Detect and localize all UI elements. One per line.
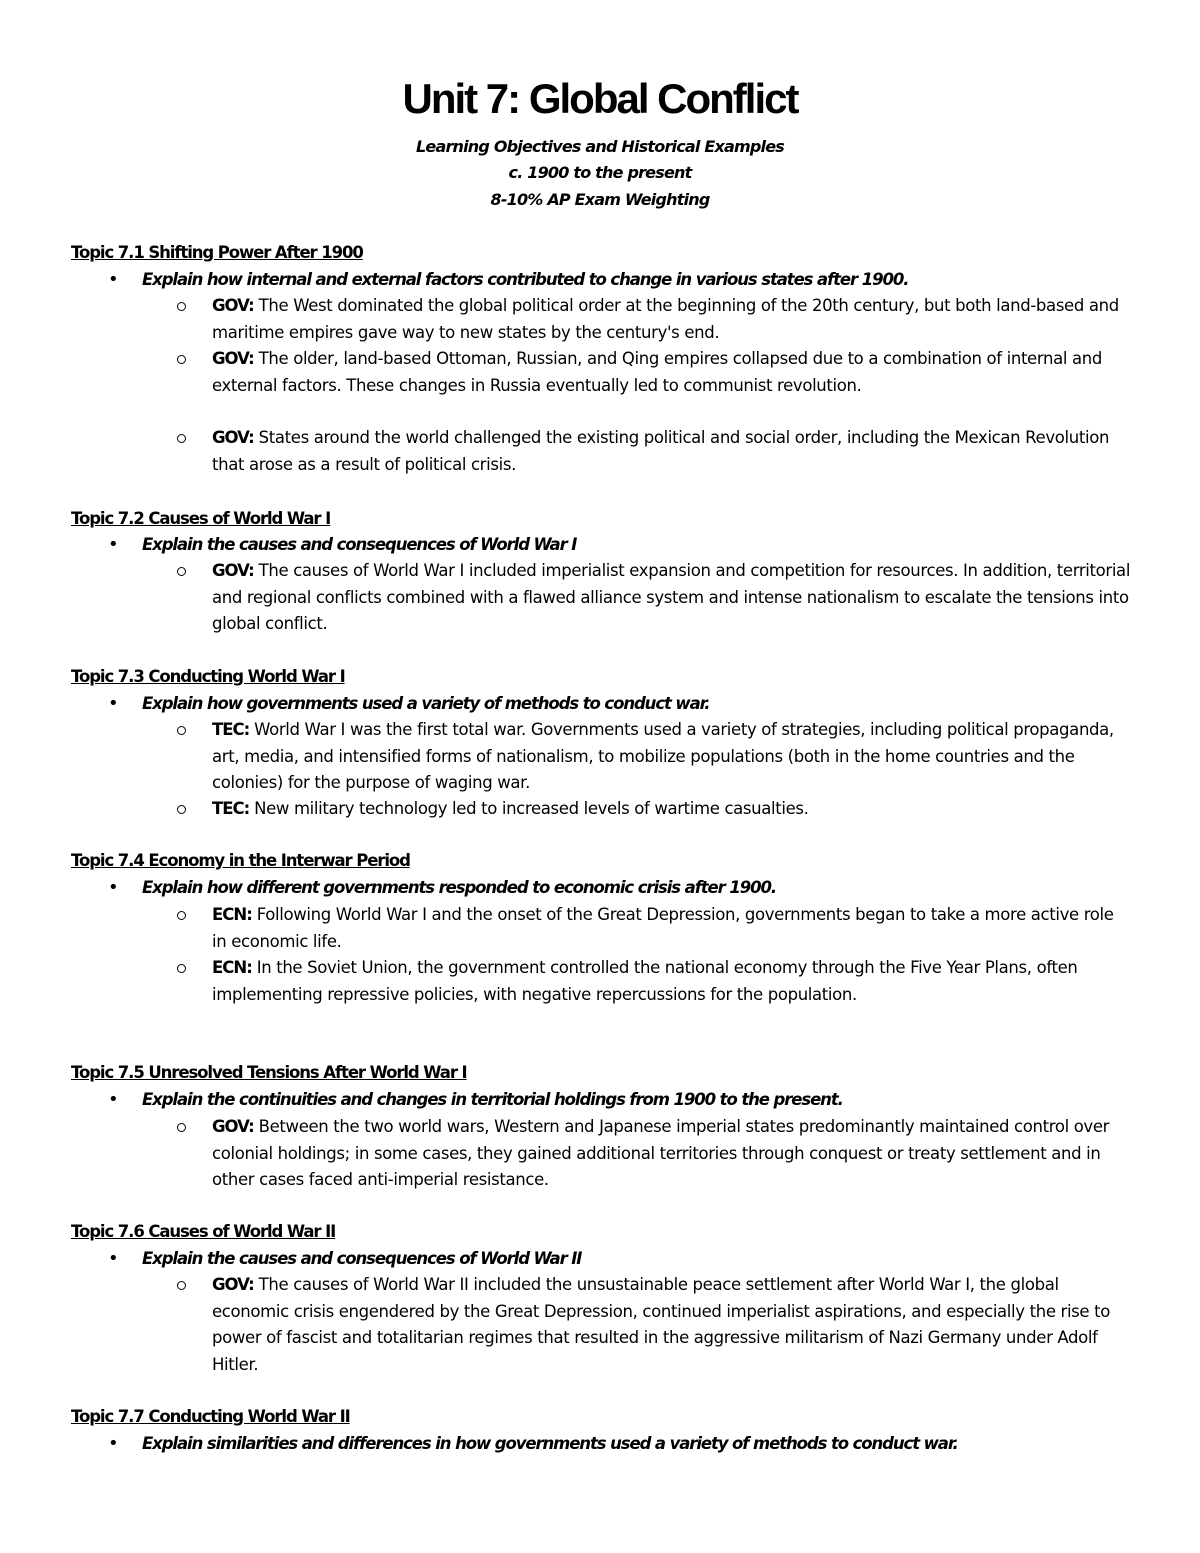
subtitle-objectives: Learning Objectives and Historical Examples [416, 137, 784, 156]
topic-heading: Topic 7.6 Causes of World War II [71, 1222, 336, 1241]
example-point [212, 717, 1132, 797]
theme-tag: GOV: [212, 349, 254, 368]
circle-bullet-icon [177, 726, 186, 735]
topic-heading: Topic 7.2 Causes of World War I [71, 509, 331, 528]
example-point [212, 346, 1132, 399]
bullet-icon: • [108, 1248, 119, 1269]
learning-objective: Explain how internal and external factors contributed to change in various states after 1900. [142, 270, 909, 289]
topic-heading: Topic 7.7 Conducting World War II [71, 1407, 350, 1426]
circle-bullet-icon [177, 1123, 186, 1132]
example-point [212, 796, 1132, 823]
example-text: The causes of World War I included imperialist expansion and competition for resources. In addition, territorial and regional conflicts combined with a flawed alliance system and intense nationalism to escalate the tensions into global conflict. [212, 561, 1131, 633]
topic-heading: Topic 7.5 Unresolved Tensions After World War I [71, 1063, 467, 1082]
subtitle-weighting: 8-10% AP Exam Weighting [490, 190, 710, 209]
example-text: New military technology led to increased levels of wartime casualties. [249, 799, 809, 818]
example-point [212, 293, 1132, 346]
circle-bullet-icon [177, 567, 186, 576]
example-text: Following World War I and the onset of the Great Depression, governments began to take a more active role in economic life. [212, 905, 1114, 951]
example-point [212, 955, 1132, 1008]
learning-objective: Explain how different governments responded to economic crisis after 1900. [142, 878, 777, 897]
theme-tag: ECN: [212, 958, 252, 977]
learning-objective: Explain the causes and consequences of World War I [142, 535, 577, 554]
bullet-icon: • [108, 269, 119, 290]
circle-bullet-icon [177, 805, 186, 814]
circle-bullet-icon [177, 355, 186, 364]
circle-bullet-icon [177, 302, 186, 311]
topic-heading: Topic 7.3 Conducting World War I [71, 667, 345, 686]
example-text: In the Soviet Union, the government controlled the national economy through the Five Year Plans, often implementing repressive policies, with negative repercussions for the population. [212, 958, 1078, 1004]
example-point [212, 558, 1132, 638]
theme-tag: GOV: [212, 1117, 254, 1136]
example-point [212, 902, 1132, 955]
learning-objective: Explain similarities and differences in how governments used a variety of methods to conduct war. [142, 1434, 958, 1453]
bullet-icon: • [108, 693, 119, 714]
example-text: States around the world challenged the existing political and social order, including the Mexican Revolution that arose as a result of political crisis. [212, 428, 1110, 474]
theme-tag: ECN: [212, 905, 252, 924]
bullet-icon: • [108, 1433, 119, 1454]
example-point [212, 1272, 1132, 1378]
learning-objective: Explain the causes and consequences of World War II [142, 1249, 582, 1268]
theme-tag: GOV: [212, 561, 254, 580]
topic-heading: Topic 7.1 Shifting Power After 1900 [71, 243, 363, 262]
example-point [212, 425, 1132, 478]
circle-bullet-icon [177, 434, 186, 443]
theme-tag: TEC: [212, 799, 250, 818]
topic-heading: Topic 7.4 Economy in the Interwar Period [71, 851, 410, 870]
example-text: The older, land-based Ottoman, Russian, and Qing empires collapsed due to a combination of internal and external factors. These changes in Russia eventually led to communist revolution. [212, 349, 1102, 395]
circle-bullet-icon [177, 1281, 186, 1290]
theme-tag: TEC: [212, 720, 250, 739]
page-title: Unit 7: Global Conflict [402, 75, 798, 122]
example-text: The causes of World War II included the unsustainable peace settlement after World War I, the global economic crisis engendered by the Great Depression, continued imperialist aspirations, and especially the rise to power of fascist and totalitarian regimes that resulted in the aggressive militarism of Nazi Germany under Adolf Hitler. [212, 1275, 1110, 1374]
example-text: The West dominated the global political order at the beginning of the 20th century, but both land-based and maritime empires gave way to new states by the century's end. [212, 296, 1119, 342]
subtitle-period: c. 1900 to the present [508, 163, 692, 182]
example-text: Between the two world wars, Western and Japanese imperial states predominantly maintained control over colonial holdings; in some cases, they gained additional territories through conquest or treaty settlement and in other cases faced anti-imperial resistance. [212, 1117, 1110, 1189]
circle-bullet-icon [177, 911, 186, 920]
bullet-icon: • [108, 1089, 119, 1110]
bullet-icon: • [108, 877, 119, 898]
learning-objective: Explain the continuities and changes in territorial holdings from 1900 to the present. [142, 1090, 843, 1109]
example-point [212, 1114, 1132, 1194]
theme-tag: GOV: [212, 296, 254, 315]
circle-bullet-icon [177, 964, 186, 973]
learning-objective: Explain how governments used a variety of methods to conduct war. [142, 694, 710, 713]
theme-tag: GOV: [212, 428, 254, 447]
example-text: World War I was the first total war. Governments used a variety of strategies, including political propaganda, art, media, and intensified forms of nationalism, to mobilize populations (both in the home countries and the colonies) for the purpose of waging war. [212, 720, 1114, 792]
bullet-icon: • [108, 534, 119, 555]
theme-tag: GOV: [212, 1275, 254, 1294]
